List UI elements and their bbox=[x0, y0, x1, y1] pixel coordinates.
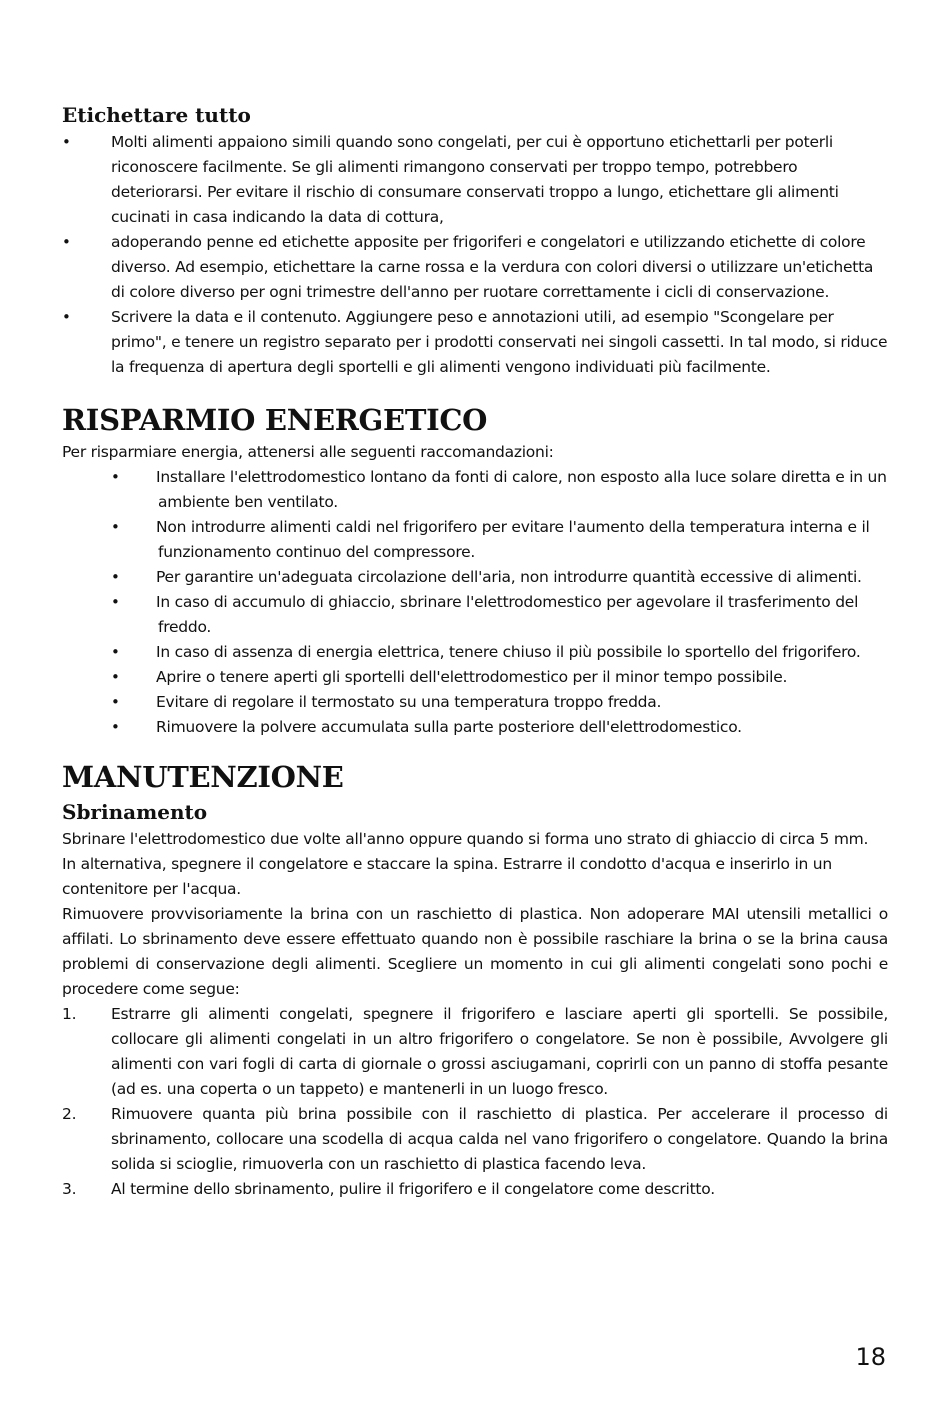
list-item bbox=[62, 1102, 888, 1177]
list-item: • Scrivere la data e il contenuto. Aggiungere peso e annotazioni utili, ad esempio "Scongelare per primo", e tenere un registro separato per i prodotti conservati nei singoli cassetti. In tal modo, si riduce la frequenza di apertura degli sportelli e gli alimenti vengono individuati più facilmente. bbox=[62, 305, 888, 380]
list-item: • Aprire o tenere aperti gli sportelli dell'elettrodomestico per il minor tempo possibile. bbox=[62, 665, 888, 690]
list-item: • Evitare di regolare il termostato su una temperatura troppo fredda. bbox=[62, 690, 888, 715]
list-item: • Per garantire un'adeguata circolazione dell'aria, non introdurre quantità eccessive di alimenti. bbox=[62, 565, 888, 590]
list-item: • Rimuovere la polvere accumulata sulla parte posteriore dell'elettrodomestico. bbox=[62, 715, 888, 740]
step-text: Al termine dello sbrinamento, pulire il frigorifero e il congelatore come descritto. bbox=[111, 1180, 715, 1198]
defrost-steps-list bbox=[62, 1002, 888, 1202]
step-number: 1. bbox=[62, 1005, 77, 1023]
step-number: 3. bbox=[62, 1180, 77, 1198]
list-item: • Installare l'elettrodomestico lontano da fonti di calore, non esposto alla luce solare diretta e in un ambiente ben ventilato. bbox=[62, 465, 888, 515]
defrost-paragraph-3: Rimuovere provvisoriamente la brina con un raschietto di plastica. Non adoperare MAI utensili metallici o affilati. Lo sbrinamento deve essere effettuato quando non è possibile raschiare la brina o se la brina causa problemi di conservazione degli alimenti. Scegliere un momento in cui gli alimenti congelati sono pochi e procedere come segue: bbox=[62, 905, 888, 998]
heading-risparmio-energetico: RISPARMIO ENERGETICO bbox=[62, 403, 488, 437]
step-text: Estrarre gli alimenti congelati, spegnere il frigorifero e lasciare aperti gli sportelli. Se possibile, collocare gli alimenti congelati in un altro frigorifero o congelatore. Se non è possibile, Avvolgere gli alimenti con vari fogli di carta di giornale o grossi asciugamani, coprirli con un panno di stoffa pesante (ad es. una coperta o un tappeto) e mantenerli in un luogo fresco. bbox=[111, 1005, 888, 1098]
defrost-paragraph-1: Sbrinare l'elettrodomestico due volte all'anno oppure quando si forma uno strato di ghiaccio di circa 5 mm. bbox=[62, 830, 869, 848]
energy-intro: Per risparmiare energia, attenersi alle seguenti raccomandazioni: bbox=[62, 443, 554, 461]
step-text: Rimuovere quanta più brina possibile con il raschietto di plastica. Per accelerare il processo di sbrinamento, collocare una scodella di acqua calda nel vano frigorifero o congelatore. Quando la brina solida si scioglie, rimuoverla con un raschietto di plastica facendo leva. bbox=[111, 1105, 888, 1173]
page-number: 18 bbox=[855, 1343, 886, 1371]
list-item: • Non introdurre alimenti caldi nel frigorifero per evitare l'aumento della temperatura interna e il funzionamento continuo del compressore. bbox=[62, 515, 888, 565]
labeling-bullet-list bbox=[62, 130, 888, 380]
list-item: • In caso di accumulo di ghiaccio, sbrinare l'elettrodomestico per agevolare il trasferimento del freddo. bbox=[62, 590, 888, 640]
energy-bullet-list bbox=[62, 465, 888, 740]
heading-sbrinamento: Sbrinamento bbox=[62, 800, 208, 824]
heading-etichettare: Etichettare tutto bbox=[62, 103, 251, 127]
list-item: • adoperando penne ed etichette apposite per frigoriferi e congelatori e utilizzando etichette di colore diverso. Ad esempio, etichettare la carne rossa e la verdura con colori diversi o utilizzare un'etichetta di colore diverso per ogni trimestre dell'anno per ruotare correttamente i cicli di conservazione. bbox=[62, 230, 888, 305]
list-item bbox=[62, 1002, 888, 1102]
list-item: • In caso di assenza di energia elettrica, tenere chiuso il più possibile lo sportello del frigorifero. bbox=[62, 640, 888, 665]
document-page bbox=[62, 100, 888, 1202]
defrost-paragraph-2: In alternativa, spegnere il congelatore e staccare la spina. Estrarre il condotto d'acqua e inserirlo in un contenitore per l'acqua. bbox=[62, 855, 832, 898]
list-item bbox=[62, 1177, 888, 1202]
list-item: • Molti alimenti appaiono simili quando sono congelati, per cui è opportuno etichettarli per poterli riconoscere facilmente. Se gli alimenti rimangono conservati per troppo tempo, potrebbero deteriorarsi. Per evitare il rischio di consumare conservati troppo a lungo, etichettare gli alimenti cucinati in casa indicando la data di cottura, bbox=[62, 130, 888, 230]
heading-manutenzione: MANUTENZIONE bbox=[62, 760, 344, 794]
step-number: 2. bbox=[62, 1105, 77, 1123]
